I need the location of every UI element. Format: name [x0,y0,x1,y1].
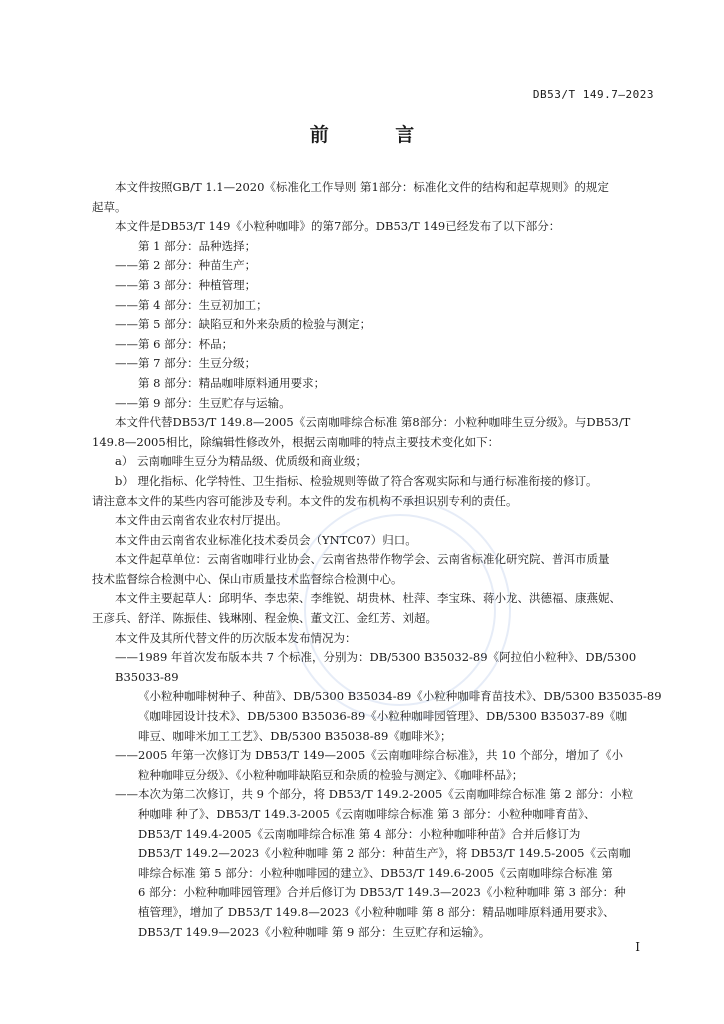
text-line: ——2005 年第一次修订为 DB53/T 149—2005《云南咖啡综合标准》，共 10 个部分，增加了《小 [115,748,623,763]
history-item [115,746,663,785]
list-item: ——第 7 部分：生豆分级； [115,356,257,371]
page-title: 前 言 [309,124,445,146]
paragraph: 本文件及其所代替文件的历次版本发布情况为： [115,630,357,645]
text-line: DB53/T 149.9—2023《小粒种咖啡 第 9 部分：生豆贮存和运输》。 [138,924,491,939]
paragraph: 本文件起草单位：云南省咖啡行业协会、云南省热带作物学会、云南省标准化研究院、普洱市质量 [115,552,610,567]
text-line: 《咖啡园设计技术》、DB/5300 B35036-89《小粒种咖啡园管理》、DB/5300 B35037-89《咖 [138,709,628,724]
text-line: ——1989 年首次发布版本共 7 个标准，分别为：DB/5300 B35032-89《阿拉伯小粒种》、DB/5300 B35033-89 [115,650,637,684]
list-item: 第 1 部分：品种选择； [138,238,257,253]
change-item: b） 理化指标、化学特性、卫生指标、检验规则等做了符合客观实际和与通行标准衔接的修订。 [115,473,598,488]
paragraph [115,178,663,198]
text-line: 种咖啡 种了》、DB53/T 149.3-2005《云南咖啡综合标准 第 3 部分：小粒种咖啡育苗》、 [138,807,596,821]
list-item: 第 8 部分：精品咖啡原料通用要求； [138,375,326,390]
paragraph: 149.8—2005相比，除编辑性修改外，根据云南咖啡的特点主要技术变化如下： [92,434,500,449]
text-line: 《小粒种咖啡树种子、种苗》、DB/5300 B35034-89《小粒种咖啡育苗技术》、DB/5300 B35035-89 [138,689,662,704]
text-line: 粒种咖啡豆分级》、《小粒种咖啡缺陷豆和杂质的检验与测定》、《咖啡杯品》； [138,767,524,782]
paragraph: 技术监督综合检测中心、保山市质量技术监督综合检测中心。 [92,571,403,586]
list-item: ——第 6 部分：杯品； [115,336,234,351]
text-line: ——本次为第二次修订，共 9 个部分，将 DB53/T 149.2-2005《云南咖啡综合标准 第 2 部分：小粒 [115,787,634,802]
paragraph: 王彦兵、舒洋、陈振佳、钱琳刚、程金焕、董文江、金红芳、刘超。 [92,611,437,626]
list-item: ——第 4 部分：生豆初加工； [115,297,268,312]
text-line: 6 部分：小粒种咖啡园管理》合并后修订为 DB53/T 149.3—2023《小粒种咖啡 第 3 部分：种 [138,885,626,900]
text-line: DB53/T 149.2—2023《小粒种咖啡 第 2 部分：种苗生产》，将 DB53/T 149.5-2005《云南咖 [138,846,631,861]
paragraph: 请注意本文件的某些内容可能涉及专利。本文件的发布机构不承担识别专利的责任。 [92,493,518,508]
paragraph: 本文件代替DB53/T 149.8—2005《云南咖啡综合标准 第8部分：小粒种咖啡生豆分级》。与DB53/T [115,415,631,430]
paragraph: 本文件由云南省农业农村厅提出。 [115,513,288,528]
list-item: ——第 5 部分：缺陷豆和外来杂质的检验与测定； [115,317,372,332]
paragraph: 本文件主要起草人：邱明华、李忠荣、李维锐、胡贵林、杜萍、李宝珠、蒋小龙、洪德福、康燕妮、 [115,591,621,606]
paragraph: 本文件是DB53/T 149《小粒种咖啡》的第7部分。DB53/T 149已经发布了以下部分： [115,219,561,234]
history-item [115,648,663,746]
list-item: ——第 9 部分：生豆贮存与运输。 [115,395,291,410]
part-list [115,237,663,413]
text-line: 植管理》，增加了 DB53/T 149.8—2023《小粒种咖啡 第 8 部分：精品咖啡原料通用要求》、 [138,904,615,919]
change-item: a） 云南咖啡生豆分为精品级、优质级和商业级； [115,454,368,469]
text-line: 啡豆、咖啡米加工工艺》、DB/5300 B35038-89《咖啡米》； [138,728,452,743]
paragraph: 起草。 [92,199,127,214]
text-line: DB53/T 149.4-2005《云南咖啡综合标准 第 4 部分：小粒种咖啡种苗》合并后修订为 [138,826,581,841]
document-body [92,178,663,942]
text-line: 本文件按照GB/T 1.1—2020《标准化工作导则 第1部分：标准化文件的结构和起草规则》的规定 [115,180,609,194]
history-item [115,785,663,942]
paragraph: 本文件由云南省农业标准化技术委员会（YNTC07）归口。 [115,532,417,547]
list-item: ——第 3 部分：种植管理； [115,277,257,292]
text-line: 啡综合标准 第 5 部分：小粒种咖啡园的建立》、DB53/T 149.6-2005《云南咖啡综合标准 第 [138,865,613,880]
doc-code: DB53/T 149.7—2023 [532,88,654,101]
list-item: ——第 2 部分：种苗生产； [115,258,257,273]
page-number: I [635,940,640,954]
